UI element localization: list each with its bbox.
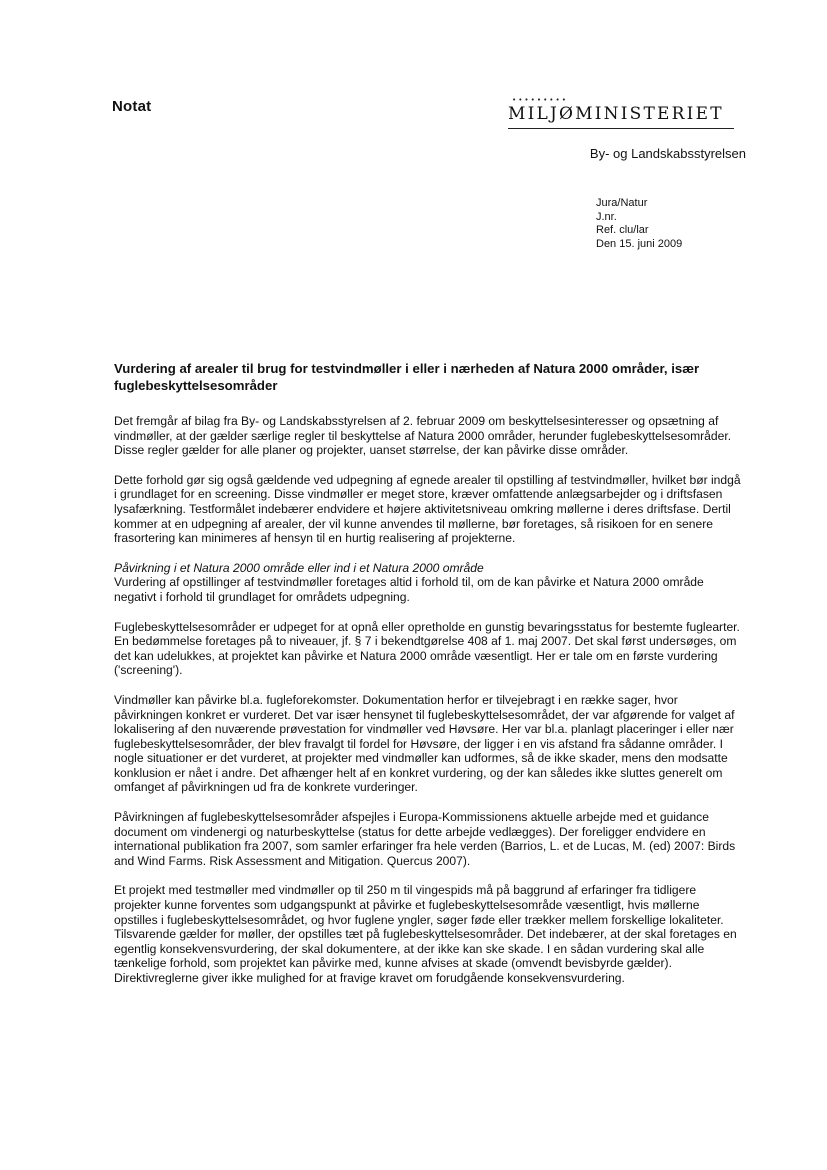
paragraph-5: Vindmøller kan påvirke bl.a. fugleforekomster. Dokumentation herfor er tilvejebragt i en række sager, hvor påvirkningen konkret er vurderet. Det var især hensynet til fuglebeskyttelsesområdet, der var afgørende for valget af lokalisering af den nuværende prøvestation for vindmøller ved Høvsøre. Her var bl.a. planlagt placeringer i eller nær fuglebeskyttelsesområder, der blev fravalgt til fordel for Høvsøre, der ligger i en vis afstand fra sådanne områder. I nogle situationer er det vurderet, at projekter med vindmøller kan udformes, så de ikke skader, mens den modsatte konklusion er nået i andre. Det afhænger helt af en konkret vurdering, og der kan således ikke sluttes generelt om omfanget af påvirkningen ud fra de konkrete vurderinger. <box>114 692 735 795</box>
paragraph-7: Et projekt med testmøller med vindmøller op til 250 m til vingespids må på baggrund af erfaringer fra tidligere projekter kunne forventes som udgangspunkt at påvirke et fuglebeskyttelsesområde væsentligt, hvis møllerne opstilles i fuglebeskyttelsesområdet, og hvor fuglene yngler, søger føde eller trækker mellem forskellige lokaliteter. Tilsvarende gælder for møller, der opstilles tæt på fuglebeskyttelsesområder. Det indebærer, at der skal foretages en egentlig konsekvensvurdering, der skal dokumentere, at der ikke kan ske skade. I en sådan vurdering skal alle tænkelige forhold, som projektet kan påvirke med, kunne afvises at skade (omvendt bevisbyrde gælder). Direktivreglerne giver ikke mulighed for at fravige kravet om forudgående konsekvensvurdering. <box>114 883 737 985</box>
paragraph-3: Vurdering af opstillinger af testvindmøller foretages altid i forhold til, om de kan påvirke et Natura 2000 område negativt i forhold til grundlaget for områdets udpegning. <box>114 575 704 604</box>
ministry-name: MILJØMINISTERIET <box>508 104 724 124</box>
reference-block <box>596 197 682 251</box>
ministry-logo <box>508 96 740 129</box>
document-date: Den 15. juni 2009 <box>596 237 683 250</box>
document-body <box>114 360 746 986</box>
logo-underline <box>508 128 734 129</box>
document-title: Vurdering af arealer til brug for testvindmøller i eller i nærheden af Natura 2000 områder, især fuglebeskyttelsesområder <box>114 361 700 393</box>
paragraph-6: Påvirkningen af fuglebeskyttelsesområder afspejles i Europa-Kommissionens aktuelle arbejde med et guidance document om vindenergi og naturbeskyttelse (status for dette arbejde vedlægges). Der foreligger endvidere en international publikation fra 2007, som samler erfaringer fra hele verden (Barrios, L. et de Lucas, M. (ed) 2007: Birds and Wind Farms. Risk Assessment and Mitigation. Quercus 2007). <box>114 810 736 868</box>
journal-number: J.nr. <box>596 210 617 223</box>
paragraph-2: Dette forhold gør sig også gældende ved udpegning af egnede arealer til opstilling af testvindmøller, hvilket bør indgå i grundlaget for en screening. Disse vindmøller er meget store, kræver omfattende anlægsarbejder og i driftsfasen lysafærkning. Testformålet indebærer endvidere et højere aktivitetsniveau omkring møllerne i deres driftsfase. Dertil kommer at en udpegning af arealer, der vil kunne anvendes til møllerne, bør foretages, så risikoen for en senere frasortering kan minimeres af hensyn til en hurtig realisering af projekterne. <box>114 472 741 546</box>
section-subheading: Påvirkning i et Natura 2000 område eller ind i et Natura 2000 område <box>114 560 484 575</box>
agency-name: By- og Landskabsstyrelsen <box>589 146 746 161</box>
paragraph-1: Det fremgår af bilag fra By- og Landskabsstyrelsen af 2. februar 2009 om beskyttelsesinteresser og opsætning af vindmøller, at der gælder særlige regler til beskyttelse af Natura 2000 områder, herunder fuglebeskyttelsesområder. Disse regler gælder for alle planer og projekter, uanset størrelse, der kan påvirke disse områder. <box>114 414 732 458</box>
paragraph-4: Fuglebeskyttelsesområder er udpeget for at opnå eller opretholde en gunstig bevaringsstatus for bestemte fuglearter. En bedømmelse foretages på to niveauer, jf. § 7 i bekendtgørelse 408 af 1. maj 2007. Det skal først undersøges, om det kan udelukkes, at projektet kan påvirke et Natura 2000 område væsentligt. Her er tale om en første vurdering ('screening'). <box>114 619 740 678</box>
department: Jura/Natur <box>596 197 648 209</box>
logo-dots: ••••••••• <box>512 96 568 104</box>
reference: Ref. clu/lar <box>596 224 649 236</box>
document-type-label: Notat <box>112 98 152 115</box>
